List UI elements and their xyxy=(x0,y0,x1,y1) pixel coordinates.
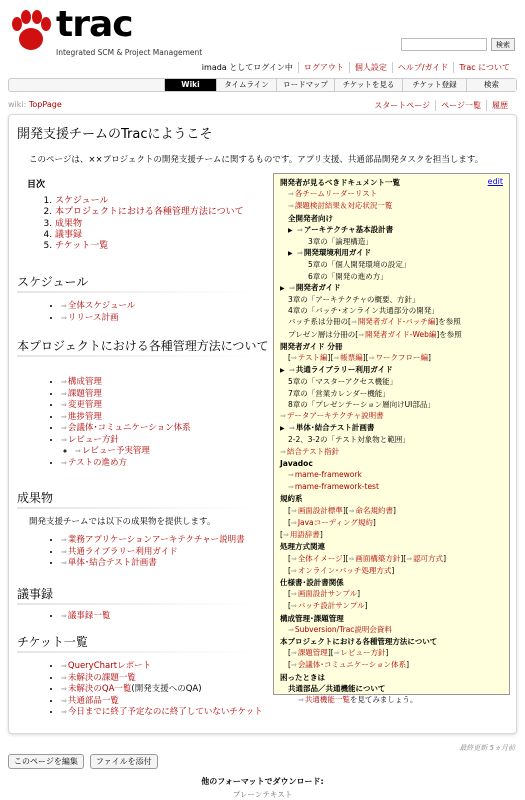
search-button[interactable]: 検索 xyxy=(491,38,515,51)
list-item[interactable]: • ⇒会議体･コミュニケーション体系 xyxy=(61,423,191,435)
sidebar-link[interactable]: バッチ設計サンプル xyxy=(297,601,365,611)
search-form xyxy=(401,38,515,51)
external-link-icon: ⇒ xyxy=(290,354,297,363)
sidebar-text: ]を参照 xyxy=(436,329,462,339)
section-divider xyxy=(17,651,257,653)
external-link-icon: ⇒ xyxy=(350,318,357,327)
sidebar-link[interactable]: Subversion/Trac説明会資料 xyxy=(294,624,392,634)
qa-suffix: (開発支援へのQA) xyxy=(131,684,202,694)
external-link-icon: ⇒ xyxy=(333,649,340,658)
external-link-icon: ⇒ xyxy=(61,708,67,716)
tab-timeline[interactable]: タイムライン xyxy=(216,79,276,91)
sidebar-subheading: 共通部品／共通機能について xyxy=(288,683,386,693)
list-item[interactable]: • ⇒未解決のQA一覧(開発支援へのQA) xyxy=(61,684,263,696)
sidebar-link[interactable]: 結合テスト指針 xyxy=(286,446,340,456)
external-link-icon: ⇒ xyxy=(288,483,294,492)
external-link-icon: ⇒ xyxy=(297,225,303,234)
edit-page-button[interactable]: このページを編集 xyxy=(8,754,84,769)
external-link-icon: ⇒ xyxy=(61,662,67,670)
trac-logo[interactable] xyxy=(8,4,203,63)
section-heading-minutes: 議事録 xyxy=(17,587,54,601)
external-link-icon: ⇒ xyxy=(348,554,355,563)
external-link-icon: ⇒ xyxy=(290,566,297,575)
docs-sidebar-box: edit 開発者が見るべきドキュメント一覧 ⇒各チームリーダーリスト ⇒課題検討結果＆対応状況一覧 全開発者向け ▶ ⇒アーキテクチャ基本設計書 3章の「論理構造」 ▶ ⇒開発環境利用ガイド 5章の「個人開発環境の設定」 6章の「開発の進め方」 ▶ ⇒開発者ガイド 3章の「アーキテクチャの概要、方針」 4章の「バッチ･オンライン共通部分の開発」 バッチ系は分冊の[⇒開発者ガイド-バッチ編]を参照 プレゼン層は分冊の[⇒開発者ガイド-Web編]を参照 開発者ガイド 分冊 [⇒テスト編][⇒帳票編][⇒ワークフロー編] ▶ ⇒共通ライブラリー利用ガイド 5章の「マスターアクセス機能」 7章の「営業カレンダー機能」 8章の「プレゼンテーション層向けUI部品」 ⇒データアーキテクチャ説明書 ▶ ⇒単体･結合テスト計画書 2-2、3-2の「テスト対象物と範囲」 ⇒結合テスト指針 Javadoc ⇒mame-framework ⇒mame-framework-test 規約系 [⇒画面設計標準][⇒命名規約書] [⇒Javaコーディング規約] [⇒用語辞書] 処理方式関連 [⇒全体イメージ][⇒画面構築方針][⇒認可方式] [⇒オンライン･バッチ処理方式] 仕様書･設計書関係 [⇒画面設計サンプル] [⇒バッチ設計サンプル] 構成管理･課題管理 ⇒Subversion/Trac説明会資料 本プロジェクトにおける各種管理方法について [⇒課題管理][⇒レビュー方針] [⇒会議体･コミュニケーション体系] 困ったときは 共通部品／共通機能について ⇒共通機能一覧を見てみましょう。 xyxy=(273,173,510,695)
external-link-icon: ⇒ xyxy=(290,661,297,670)
triangle-icon: ▶ xyxy=(280,284,285,292)
toc-item[interactable]: 成果物 xyxy=(55,218,83,229)
external-link-icon: ⇒ xyxy=(297,249,303,258)
sidebar-text: バッチ系は分冊の[ xyxy=(288,317,351,327)
sidebar-heading: 困ったときは xyxy=(280,672,325,682)
about-trac-link[interactable]: Trac について xyxy=(453,62,515,73)
sidebar-link[interactable]: レビュー方針 xyxy=(340,648,386,658)
paw-logo-icon xyxy=(8,10,54,52)
sidebar-link[interactable]: オンライン･バッチ処理方式 xyxy=(297,565,392,575)
external-link-icon: ⇒ xyxy=(368,354,375,363)
last-modified: 最終更新 5ヵ月前 xyxy=(459,744,515,752)
external-link-icon: ⇒ xyxy=(61,458,67,467)
plain-text-link[interactable]: プレーンテキスト xyxy=(232,790,293,799)
external-link-icon: ⇒ xyxy=(280,412,286,421)
sidebar-link[interactable]: 画面設計サンプル xyxy=(297,589,358,599)
sidebar-link[interactable]: 共通機能一覧 xyxy=(304,694,350,704)
sidebar-text: ]を参照 xyxy=(435,317,461,327)
external-link-icon: ⇒ xyxy=(61,435,67,444)
sidebar-link[interactable]: 画面構築方針 xyxy=(355,553,401,563)
section-divider xyxy=(17,291,257,293)
external-link-icon: ⇒ xyxy=(61,313,67,322)
sidebar-link[interactable]: データアーキテクチャ説明書 xyxy=(286,411,384,421)
sidebar-heading: 構成管理･課題管理 xyxy=(280,613,344,623)
sidebar-link[interactable]: アーキテクチャ基本設計書 xyxy=(303,224,394,234)
alt-formats xyxy=(0,776,525,800)
sidebar-heading: Javadoc xyxy=(280,458,313,468)
section-heading-tickets: チケット一覧 xyxy=(17,635,88,649)
page-title: 開発支援チームのTracにようこそ xyxy=(17,127,213,142)
external-link-icon: ⇒ xyxy=(61,401,67,409)
sidebar-link[interactable]: 開発者ガイド xyxy=(295,282,341,292)
triangle-icon: ▶ xyxy=(288,250,293,258)
list-item[interactable]: • ⇒共通ライブラリー利用ガイド xyxy=(61,547,245,559)
external-link-icon: ⇒ xyxy=(290,506,297,515)
sidebar-heading: 規約系 xyxy=(280,494,303,504)
list-item[interactable]: • ⇒変更管理 xyxy=(61,400,191,412)
sidebar-link[interactable]: mame-framework xyxy=(294,470,362,480)
history-link[interactable]: 履歴 xyxy=(486,100,513,111)
list-item[interactable]: • ⇒リリース計画 xyxy=(61,313,135,325)
toc-item[interactable]: 議事録 xyxy=(55,229,83,240)
page-index-link[interactable]: ページ一覧 xyxy=(435,100,486,111)
toc-item[interactable]: チケット一覧 xyxy=(55,241,109,252)
toc-item[interactable]: 本プロジェクトにおける各種管理方法について xyxy=(55,207,244,218)
list-item[interactable]: • ⇒テストの進め方 xyxy=(61,458,191,470)
logo-tagline: Integrated SCM & Project Management xyxy=(56,48,203,57)
sidebar-heading: 本プロジェクトにおける各種管理方法について xyxy=(280,636,438,646)
external-link-icon: ⇒ xyxy=(61,412,67,421)
list-item[interactable]: • ⇒QueryChartレポート xyxy=(61,661,263,673)
external-link-icon: ⇒ xyxy=(61,536,67,544)
sidebar-link[interactable]: ワークフロー編 xyxy=(375,353,428,363)
external-link-icon: ⇒ xyxy=(290,554,297,563)
sidebar-text: 5章の「個人開発環境の設定」 xyxy=(308,260,411,270)
list-item[interactable]: • ⇒今日までに終了予定なのに終了していないチケット xyxy=(61,707,263,719)
external-link-icon: ⇒ xyxy=(288,202,294,211)
external-link-icon: ⇒ xyxy=(280,447,286,456)
sidebar-heading: 仕様書･設計書関係 xyxy=(280,577,344,587)
section-divider xyxy=(17,507,257,509)
list-item[interactable]: • ⇒構成管理 xyxy=(61,377,191,389)
attach-file-button[interactable]: ファイルを添付 xyxy=(90,754,158,769)
list-item[interactable]: • ⇒進捗管理 xyxy=(61,412,191,424)
external-link-icon: ⇒ xyxy=(406,554,413,563)
external-link-icon: ⇒ xyxy=(282,531,289,540)
external-link-icon: ⇒ xyxy=(61,424,67,432)
sidebar-link[interactable]: 画面設計標準 xyxy=(297,505,343,515)
intro-text: このページは、××プロジェクトの開発支援チームに関するものです。アプリ支援、共通部品開発タスクを担当します。 xyxy=(29,155,484,165)
sidebar-link[interactable]: 帳票編 xyxy=(340,353,363,363)
list-item[interactable]: • ⇒レビュー方針 ◦ ⇒レビュー予実管理 xyxy=(61,435,191,458)
section-heading-management: 本プロジェクトにおける各種管理方法について xyxy=(17,339,269,353)
tab-new-ticket[interactable]: チケット登録 xyxy=(402,79,466,91)
external-link-icon: ⇒ xyxy=(298,695,304,704)
list-item[interactable]: • ⇒共通部品一覧 xyxy=(61,696,263,708)
toc-title: 目次 xyxy=(27,180,46,190)
external-link-icon: ⇒ xyxy=(358,330,365,339)
triangle-icon: ▶ xyxy=(280,367,285,375)
external-link-icon: ⇒ xyxy=(289,283,295,292)
sidebar-link[interactable]: 各チームリーダーリスト xyxy=(294,189,378,199)
external-link-icon: ⇒ xyxy=(290,518,297,527)
external-link-icon: ⇒ xyxy=(288,190,294,199)
list-item[interactable]: • ⇒議事録一覧 xyxy=(61,611,110,623)
sidebar-text: プレゼン層は分冊の[ xyxy=(288,329,359,339)
edit-link[interactable]: edit xyxy=(487,177,503,186)
sidebar-link[interactable]: mame-framework-test xyxy=(294,482,379,492)
external-link-icon: ⇒ xyxy=(348,506,355,515)
sidebar-link[interactable]: 会議体･コミュニケーション体系 xyxy=(297,660,407,670)
external-link-icon: ⇒ xyxy=(288,625,294,634)
sidebar-text: 3章の「論理構造」 xyxy=(308,237,373,247)
external-link-icon: ⇒ xyxy=(288,471,294,480)
external-link-icon: ⇒ xyxy=(61,685,67,693)
breadcrumb-prefix: wiki: xyxy=(8,100,27,109)
logged-in-user: imada としてログイン中 xyxy=(201,63,293,72)
preferences-link[interactable]: 個人設定 xyxy=(349,62,392,73)
sidebar-text: 4章の「バッチ･オンライン共通部分の開発」 xyxy=(288,306,439,316)
external-link-icon: ⇒ xyxy=(61,673,67,682)
triangle-icon: ▶ xyxy=(288,226,293,234)
external-link-icon: ⇒ xyxy=(75,447,81,455)
external-link-icon: ⇒ xyxy=(61,612,67,620)
sidebar-heading: 開発者ガイド 分冊 xyxy=(280,341,343,351)
external-link-icon: ⇒ xyxy=(61,559,67,567)
sidebar-text: を見てみましょう。 xyxy=(349,694,418,704)
external-link-icon: ⇒ xyxy=(289,366,295,375)
alt-formats-title: 他のフォーマットでダウンロード: xyxy=(201,777,324,786)
sidebar-link[interactable]: 課題検討結果＆対応状況一覧 xyxy=(294,201,393,211)
sidebar-link[interactable]: Javaコーディング規約 xyxy=(297,517,373,527)
page-actions xyxy=(8,754,158,769)
external-link-icon: ⇒ xyxy=(61,547,67,556)
sidebar-heading: 処理方式関連 xyxy=(280,542,325,552)
list-item[interactable]: • ⇒全体スケジュール xyxy=(61,301,135,313)
sidebar-link[interactable]: 開発者ガイド-バッチ編 xyxy=(357,317,436,327)
wiki-content xyxy=(8,114,517,734)
sidebar-text: 7章の「営業カレンダー機能」 xyxy=(288,388,390,398)
start-page-link[interactable]: スタートページ xyxy=(374,101,431,110)
external-link-icon: ⇒ xyxy=(290,649,297,658)
list-item[interactable]: • ⇒未解決の課題一覧 xyxy=(61,673,263,685)
list-item[interactable]: ◦ ⇒レビュー予実管理 xyxy=(75,446,191,458)
sidebar-text: 8章の「プレゼンテーション層向けUI部品」 xyxy=(288,399,435,409)
context-nav xyxy=(369,100,513,111)
external-link-icon: ⇒ xyxy=(61,389,67,398)
sidebar-link[interactable]: 全体イメージ xyxy=(297,553,343,563)
external-link-icon: ⇒ xyxy=(290,590,297,599)
sidebar-text: 3章の「アーキテクチャの概要、方針」 xyxy=(288,295,420,305)
external-link-icon: ⇒ xyxy=(61,302,67,310)
section-divider xyxy=(17,603,257,605)
sidebar-link[interactable]: 開発環境利用ガイド xyxy=(303,248,372,258)
tab-roadmap[interactable]: ロードマップ xyxy=(276,79,334,91)
sidebar-text: 6章の「開発の進め方」 xyxy=(308,271,388,281)
breadcrumb xyxy=(8,100,62,109)
sidebar-link[interactable]: 共通ライブラリー利用ガイド xyxy=(295,365,393,375)
help-guide-link[interactable]: ヘルプ/ガイド xyxy=(392,62,453,73)
list-item[interactable]: • ⇒業務アプリケーションアーキテクチャー説明書 xyxy=(61,535,245,547)
list-item[interactable]: • ⇒課題管理 xyxy=(61,389,191,401)
sidebar-text: 5章の「マスターアクセス機能」 xyxy=(288,377,398,387)
sidebar-link[interactable]: 認可方式 xyxy=(413,553,444,563)
external-link-icon: ⇒ xyxy=(333,354,340,363)
external-link-icon: ⇒ xyxy=(290,602,297,611)
tab-wiki[interactable]: Wiki xyxy=(164,79,216,91)
external-link-icon: ⇒ xyxy=(289,424,295,433)
sidebar-link[interactable]: 命名規約書 xyxy=(355,505,394,515)
main-nav xyxy=(8,78,517,92)
search-input[interactable] xyxy=(401,38,487,51)
sidebar-subheading: 全開発者向け xyxy=(288,213,333,223)
triangle-icon: ▶ xyxy=(280,425,285,433)
section-heading-schedule: スケジュール xyxy=(17,275,89,289)
external-link-icon: ⇒ xyxy=(61,696,67,705)
sidebar-link[interactable]: 課題管理 xyxy=(297,648,328,658)
tab-view-tickets[interactable]: チケットを見る xyxy=(334,79,402,91)
logout-link[interactable]: ログアウト xyxy=(298,62,349,73)
section-heading-deliverables: 成果物 xyxy=(17,491,54,505)
logo-wordmark: trac xyxy=(56,4,133,45)
sidebar-text: 2-2、3-2の「テスト対象物と範囲」 xyxy=(288,435,410,445)
deliverables-text: 開発支援チームでは以下の成果物を提供します。 xyxy=(29,517,216,527)
tab-search[interactable]: 検索 xyxy=(466,79,516,91)
list-item[interactable]: • ⇒単体･結合テスト計画書 xyxy=(61,558,245,570)
section-divider xyxy=(17,355,257,357)
sidebar-link[interactable]: 開発者ガイド-Web編 xyxy=(365,329,437,339)
meta-nav xyxy=(197,62,515,73)
table-of-contents xyxy=(27,177,244,252)
toc-item[interactable]: スケジュール xyxy=(55,196,109,206)
breadcrumb-page-link[interactable]: TopPage xyxy=(28,100,62,109)
sidebar-heading: 開発者が見るべきドキュメント一覧 xyxy=(280,178,400,187)
sidebar-link[interactable]: テスト編 xyxy=(297,353,328,363)
external-link-icon: ⇒ xyxy=(61,378,67,386)
sidebar-link[interactable]: 用語辞書 xyxy=(289,530,320,540)
sidebar-link[interactable]: 単体･結合テスト計画書 xyxy=(295,423,375,433)
